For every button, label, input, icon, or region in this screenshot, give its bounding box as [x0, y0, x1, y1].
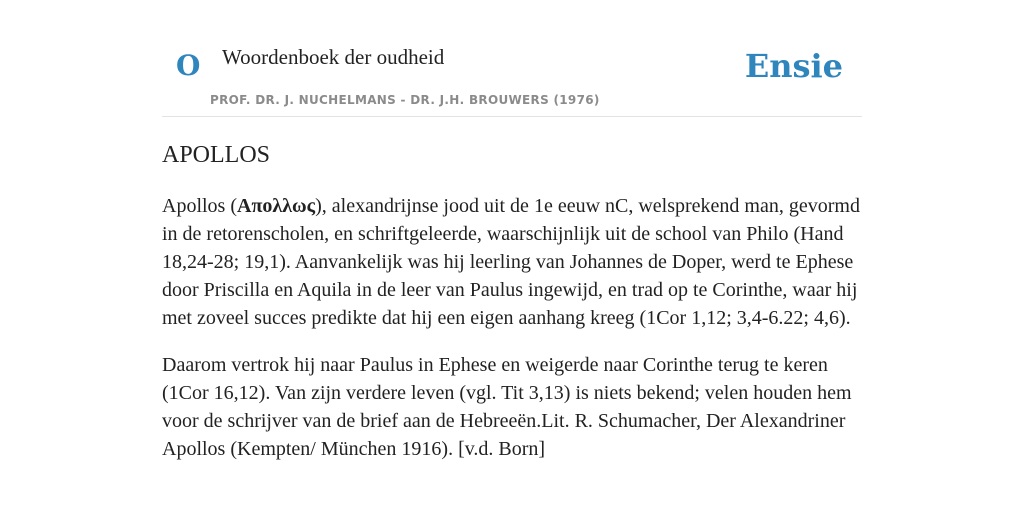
index-letter[interactable]: O — [176, 49, 201, 82]
entry-paragraph-2: Daarom vertrok hij naar Paulus in Ephese en weigerde naar Corinthe terug te keren (1Cor 16,12). Van zijn verdere leven (vgl. Tit 3,13) is niets bekend; velen houden hem voor de schrijver van de brief aan de Hebreeën.Lit. R. Schumacher, Der Alexandriner Apollos (Kempten/ München 1916). [v.d. Born] — [162, 354, 852, 460]
paragraph-1-intro: Apollos ( — [162, 195, 237, 217]
greek-name: Απολλως — [237, 195, 316, 217]
dictionary-title-link[interactable]: Woordenboek der oudheid — [222, 45, 445, 69]
ensie-logo-link[interactable]: Ensie — [744, 47, 843, 85]
paragraph-1-text: ), alexandrijnse jood uit de 1e eeuw nC, welsprekend man, gevormd in de retorenscholen, en schriftgeleerde, waarschijnlijk uit de school van Philo (Hand 18,24-28; 19,1). Aanvankelijk was hij leerling van Johannes de Doper, werd te Ephese door Priscilla en Aquila in de leer van Paulus ingewijd, en trad op te Corinthe, waar hij met zoveel succes predikte dat hij een eigen aanhang kreeg (1Cor 1,12; 3,4-6.22; 4,6). — [162, 195, 860, 329]
dictionary-header — [162, 0, 862, 117]
article-body — [162, 140, 864, 482]
entry-headword: APOLLOS — [162, 142, 271, 168]
dictionary-authors: PROF. DR. J. NUCHELMANS - DR. J.H. BROUWERS (1976) — [210, 93, 600, 107]
entry-paragraph-1 — [162, 192, 864, 332]
